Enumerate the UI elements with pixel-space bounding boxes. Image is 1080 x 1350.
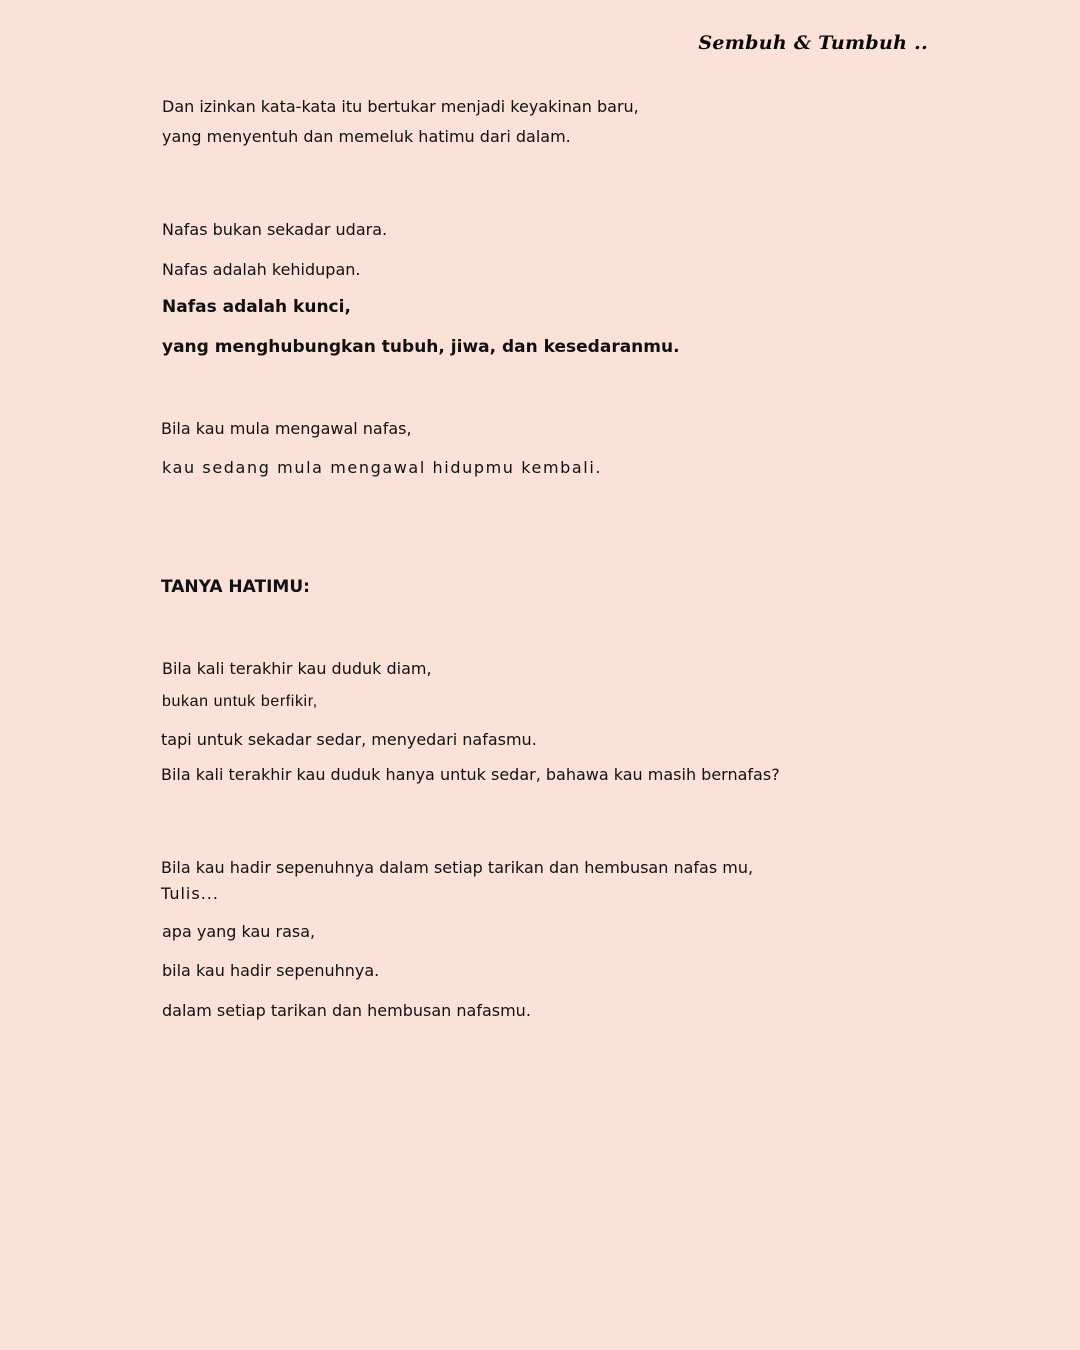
prompt-line-1: Bila kau hadir sepenuhnya dalam setiap tarikan dan hembusan nafas mu, [161,858,754,877]
header-title: Sembuh & Tumbuh .. [698,32,928,54]
prompt-line-3: apa yang kau rasa, [162,922,316,941]
prompt-line-2: Tulis... [161,884,219,903]
nafas-line-2: Nafas adalah kehidupan. [162,260,361,279]
nafas-line-1: Nafas bukan sekadar udara. [162,220,388,239]
prompt-line-4: bila kau hadir sepenuhnya. [162,961,380,980]
question-line-1: Bila kali terakhir kau duduk diam, [162,659,432,678]
question-line-3: tapi untuk sekadar sedar, menyedari nafasmu. [161,730,537,749]
intro-line-1: Dan izinkan kata-kata itu bertukar menjadi keyakinan baru, [162,97,639,116]
control-line-1: Bila kau mula mengawal nafas, [161,419,412,438]
control-line-2: kau sedang mula mengawal hidupmu kembali. [162,458,603,477]
prompt-line-5: dalam setiap tarikan dan hembusan nafasmu. [162,1001,531,1020]
intro-line-2: yang menyentuh dan memeluk hatimu dari dalam. [162,127,571,146]
section-heading: TANYA HATIMU: [161,577,310,597]
question-line-4: Bila kali terakhir kau duduk hanya untuk sedar, bahawa kau masih bernafas? [161,765,780,784]
nafas-line-3: Nafas adalah kunci, [162,297,351,317]
nafas-line-4: yang menghubungkan tubuh, jiwa, dan kesedaranmu. [162,337,680,357]
question-line-2: bukan untuk berfikir, [162,693,318,710]
